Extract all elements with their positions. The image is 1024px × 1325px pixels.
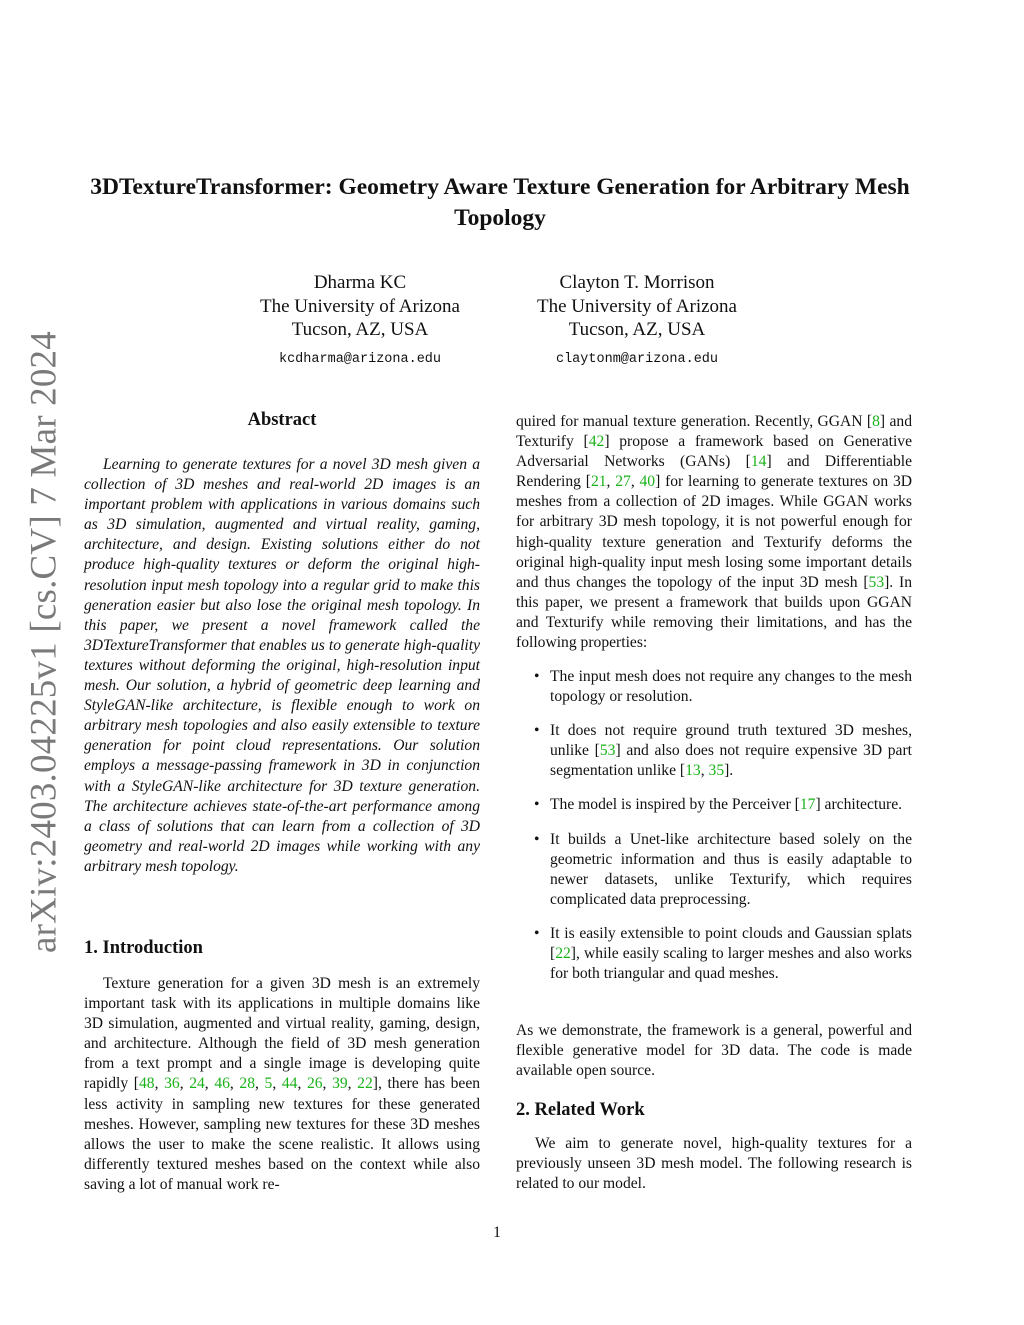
- bullet-text: It does not require ground truth textured 3D meshes, unlike [: [550, 722, 912, 760]
- citation-link[interactable]: 26: [306, 1075, 323, 1093]
- bullet-item: [516, 830, 912, 910]
- author-affiliation: The University of Arizona: [260, 295, 460, 317]
- abstract-heading: Abstract: [247, 410, 317, 430]
- citation-link[interactable]: 36: [164, 1075, 180, 1093]
- bullet-text: It is easily extensible to point clouds and Gaussian splats [: [550, 924, 912, 963]
- abstract-text: Learning to generate textures for a novel 3D mesh given a collection of 3D meshes and real-world 2D images is an important problem with applications in various domains such as 3D simulation, augmented and virtual reality, gaming, architecture, and design. Existing solutions either do not produce high-quality textures or deform the original high-resolution input mesh topology into a regular grid to make this generation easier but also lose the original mesh topology. In this paper, we present a novel framework called the 3DTextureTransformer that enables us to generate high-quality textures without deforming the original, high-resolution input mesh. Our solution, a hybrid of geometric deep learning and StyleGAN-like architecture, is flexible enough to work on arbitrary mesh topologies and also easily extensible to texture generation for point cloud representations. Our solution employs a message-passing framework in 3D in conjunction with a StyleGAN-like architecture for 3D texture generation. The architecture achieves state-of-the-art performance among a class of solutions that can learn from a collection of 3D geometry and real-world 2D images while working with any arbitrary mesh topology.: [84, 456, 480, 875]
- bullet-text: The input mesh does not require any changes to the mesh topology or resolution.: [550, 668, 912, 706]
- related-work-heading: 2. Related Work: [516, 1100, 645, 1120]
- intro-text-a: Texture generation for a given 3D mesh is an extremely important task with its applications in multiple domains like 3D simulation, augmented and virtual reality, gaming, design, and architecture. Although the field of 3D mesh generation from a text prompt and a single image is developing quite rapidly [: [84, 975, 480, 1093]
- author-affiliation: The University of Arizona: [537, 295, 737, 317]
- citation-link[interactable]: 46: [214, 1075, 230, 1093]
- text-span: ] propose a framework based on Generative Adversarial Networks (GANs) [: [516, 433, 913, 471]
- citation-link[interactable]: 17: [799, 796, 816, 814]
- author-email[interactable]: kcdharma@arizona.edu: [278, 351, 442, 367]
- citation-link[interactable]: 13: [685, 762, 701, 780]
- author-location: Tucson, AZ, USA: [291, 319, 429, 340]
- bullet-item: • It does not require ground truth textured 3D meshes, unlike [53] and also does not require expensive 3D part segmentation unlike [13, 35].: [516, 721, 912, 781]
- citation-link[interactable]: 48: [138, 1075, 155, 1093]
- text-span: ] and Differentiable Rendering [: [516, 453, 913, 491]
- citation-link[interactable]: 22: [555, 945, 571, 963]
- citation-link[interactable]: 27: [615, 473, 631, 491]
- bullet-item: [516, 924, 912, 984]
- author-block-2: [517, 271, 757, 371]
- citation-link[interactable]: 28: [239, 1075, 256, 1093]
- text-span: ]. In this paper, we present a framework that builds upon GGAN and Texturify while removing their limitations, and has the following properties:: [516, 573, 912, 652]
- text-span: ] for learning to generate textures on 3D meshes from a collection of 2D images. While GGAN works for arbitrary 3D mesh topology, it is not powerful enough for high-quality texture generation and Texturify deforms the original high-quality input mesh losing some important details and thus changes the topology of the input 3D mesh [: [516, 473, 912, 591]
- author-location: Tucson, AZ, USA: [568, 319, 706, 340]
- author-email[interactable]: claytonm@arizona.edu: [555, 351, 719, 367]
- bullet-text: ], while easily scaling to larger meshes and also works for both triangular and quad meshes.: [550, 945, 912, 983]
- bullet-item: [516, 667, 912, 707]
- page-number: 1: [493, 1224, 501, 1241]
- bullet-item: [516, 795, 912, 815]
- citation-link[interactable]: 24: [189, 1075, 205, 1093]
- author-name: Clayton T. Morrison: [559, 272, 715, 293]
- citation-link[interactable]: 53: [868, 573, 885, 591]
- citation-link[interactable]: 22: [357, 1075, 373, 1093]
- bullet-text: ] and also does not require expensive 3D part segmentation unlike [: [550, 742, 912, 780]
- paper-title: 3DTextureTransformer: Geometry Aware Texture Generation for Arbitrary Mesh Topology: [90, 174, 910, 231]
- citation-link[interactable]: 42: [588, 433, 605, 451]
- citation-link[interactable]: 8: [872, 413, 880, 430]
- bullet-text: ].: [724, 762, 734, 780]
- introduction-paragraph: Texture generation for a given 3D mesh is an extremely important task with its applications in multiple domains like 3D simulation, augmented and virtual reality, gaming, design, and architecture. Although the field of 3D mesh generation from a text prompt and a single image is developing quite rapidly [48, 36, 24, 46, 28, 5, 44, 26, 39, 22], there has been less activity in sampling new textures for these generated meshes. However, sampling new textures for these 3D meshes allows the user to make the scene realistic. It allows using differently textured meshes based on the context while also saving a lot of manual work re-: [84, 975, 481, 1193]
- citation-link[interactable]: 21: [590, 473, 607, 491]
- author-block-1: [240, 271, 480, 371]
- closing-paragraph: As we demonstrate, the framework is a general, powerful and flexible generative model for 3D data. The code is made available open source.: [516, 1022, 912, 1080]
- citation-link[interactable]: 5: [264, 1075, 273, 1093]
- citation-link[interactable]: 35: [708, 762, 725, 780]
- text-span: quired for manual texture generation. Recently, GGAN [: [516, 413, 873, 430]
- introduction-heading: 1. Introduction: [84, 938, 203, 958]
- citation-link[interactable]: 14: [750, 453, 767, 471]
- intro-text-b: ], there has been less activity in sampling new textures for these generated meshes. However, sampling new textures for these 3D meshes allows the user to make the scene realistic. It allows using differently textured meshes based on the context while also saving a lot of manual work re-: [84, 1075, 481, 1193]
- bullet-text: It builds a Unet-like architecture based solely on the geometric information and thus is easily adaptable to newer datasets, unlike Texturify, which requires complicated data preprocessing.: [550, 830, 912, 908]
- bullet-text: ] architecture.: [815, 796, 903, 814]
- properties-bullet-list: [516, 667, 912, 998]
- citation-link[interactable]: 53: [599, 742, 616, 760]
- text-span: ] and Texturify [: [516, 413, 912, 451]
- citation-link[interactable]: 44: [281, 1075, 298, 1093]
- author-name: Dharma KC: [313, 272, 407, 293]
- related-work-paragraph: We aim to generate novel, high-quality textures for a previously unseen 3D mesh model. The following research is related to our model.: [516, 1135, 912, 1193]
- citation-link[interactable]: 40: [639, 473, 656, 491]
- arxiv-identifier-stamp: arXiv:2403.04225v1 [cs.CV] 7 Mar 2024: [23, 331, 65, 953]
- introduction-continued-paragraph: quired for manual texture generation. Recently, GGAN [8] and Texturify [42] propose a framework based on Generative Adversarial Networks (GANs) [14] and Differentiable Rendering [21, 27, 40] for learning to generate textures on 3D meshes from a collection of 2D images. While GGAN works for arbitrary 3D mesh topology, it is not powerful enough for high-quality texture generation and Texturify deforms the original high-quality input mesh losing some important details and thus changes the topology of the input 3D mesh [53]. In this paper, we present a framework that builds upon GGAN and Texturify while removing their limitations, and has the following properties:: [516, 413, 913, 652]
- bullet-text: The model is inspired by the Perceiver [: [550, 796, 800, 814]
- citation-link[interactable]: 39: [332, 1075, 348, 1093]
